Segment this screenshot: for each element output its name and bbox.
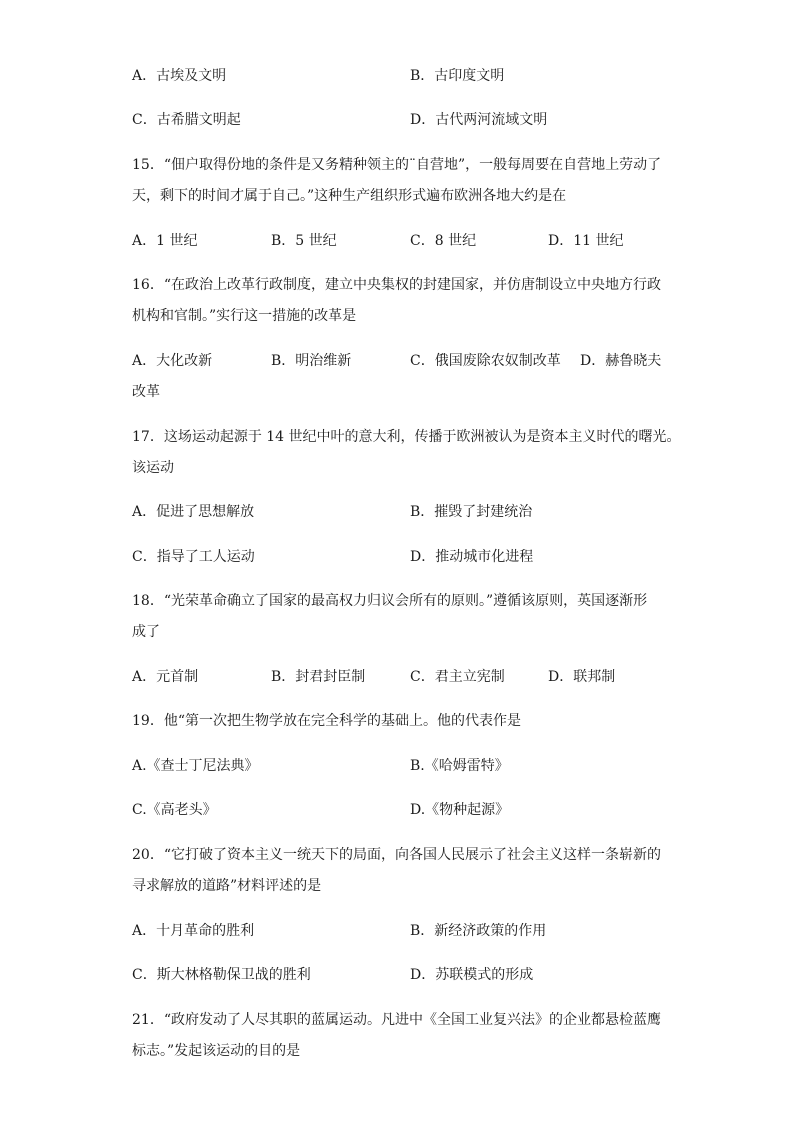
q18-option-b: B．封君封臣制 [271, 669, 366, 685]
q16-stem-line-1: 16．“在政治上改革行政制度，建立中央集权的封建国家，并仿唐制设立中央地方行政 [132, 277, 661, 293]
q16-option-d-wrap: 改革 [132, 384, 160, 400]
q14-option-d: D．古代两河流域文明 [410, 112, 548, 128]
q16-option-d: D．赫鲁晓夫 [580, 353, 662, 369]
q17-option-b: B．摧毁了封建统治 [410, 504, 533, 520]
q20-option-a: A．十月革命的胜利 [132, 923, 255, 939]
q15-option-c: C．8 世纪 [410, 233, 477, 249]
q20-stem-line-1: 20．“它打破了资本主义一统天下的局面，向各国人民展示了社会主义这样一条崭新的 [132, 847, 661, 863]
q15-stem-line-2: 天，剩下的时间才属于自己。”这种生产组织形式遍布欧洲各地大约是在 [132, 188, 567, 204]
q15-stem-line-1: 15．“佃户取得份地的条件是又务精种领主的¨自营地”，一般每周要在自营地上劳动了 [132, 157, 662, 173]
q19-option-c: C.《高老头》 [132, 802, 217, 818]
q17-stem-line-2: 该运动 [132, 460, 174, 476]
q20-option-b: B．新经济政策的作用 [410, 923, 547, 939]
q17-option-d: D．推动城市化进程 [410, 549, 534, 565]
q18-option-d: D．联邦制 [548, 669, 616, 685]
q20-option-d: D．苏联模式的形成 [410, 967, 534, 983]
q16-option-c: C．俄国废除农奴制改革 [410, 353, 561, 369]
q17-option-c: C．指导了工人运动 [132, 549, 255, 565]
q18-option-c: C．君主立宪制 [410, 669, 505, 685]
q16-option-a: A．大化改新 [132, 353, 213, 369]
q21-stem-line-1: 21．“政府发动了人尽其职的蓝属运动。凡进中《全国工业复兴法》的企业都悬检蓝鹰 [132, 1012, 661, 1028]
q17-stem-line-1: 17．这场运动起源于 14 世纪中叶的意大利，传播于欧洲被认为是资本主义时代的曙光。 [132, 429, 681, 445]
q14-option-a: A．古埃及文明 [132, 68, 227, 84]
q14-option-b: B．古印度文明 [410, 68, 505, 84]
q15-option-a: A．1 世纪 [132, 233, 198, 249]
q19-stem-line-1: 19．他“第一次把生物学放在完全科学的基础上。他的代表作是 [132, 713, 521, 729]
q16-option-b: B．明治维新 [271, 353, 352, 369]
q20-stem-line-2: 寻求解放的道路”材料评述的是 [132, 878, 322, 894]
q16-stem-line-2: 机构和官制。”实行这一措施的改革是 [132, 308, 357, 324]
q19-option-d: D.《物种起源》 [410, 802, 510, 818]
q20-option-c: C．斯大林格勒保卫战的胜利 [132, 967, 311, 983]
q18-stem-line-2: 成了 [132, 624, 160, 640]
q21-stem-line-2: 标志。”发起该运动的目的是 [132, 1043, 301, 1059]
q19-option-a: A.《查士丁尼法典》 [132, 758, 259, 774]
q18-option-a: A．元首制 [132, 669, 199, 685]
q17-option-a: A．促进了思想解放 [132, 504, 255, 520]
q15-option-b: B．5 世纪 [271, 233, 337, 249]
q19-option-b: B.《哈姆雷特》 [410, 758, 509, 774]
q18-stem-line-1: 18．“光荣革命确立了国家的最高权力归议会所有的原则。”遵循该原则，英国逐渐形 [132, 593, 648, 609]
q15-option-d: D．11 世纪 [548, 233, 624, 249]
q14-option-c: C．古希腊文明起 [132, 112, 241, 128]
